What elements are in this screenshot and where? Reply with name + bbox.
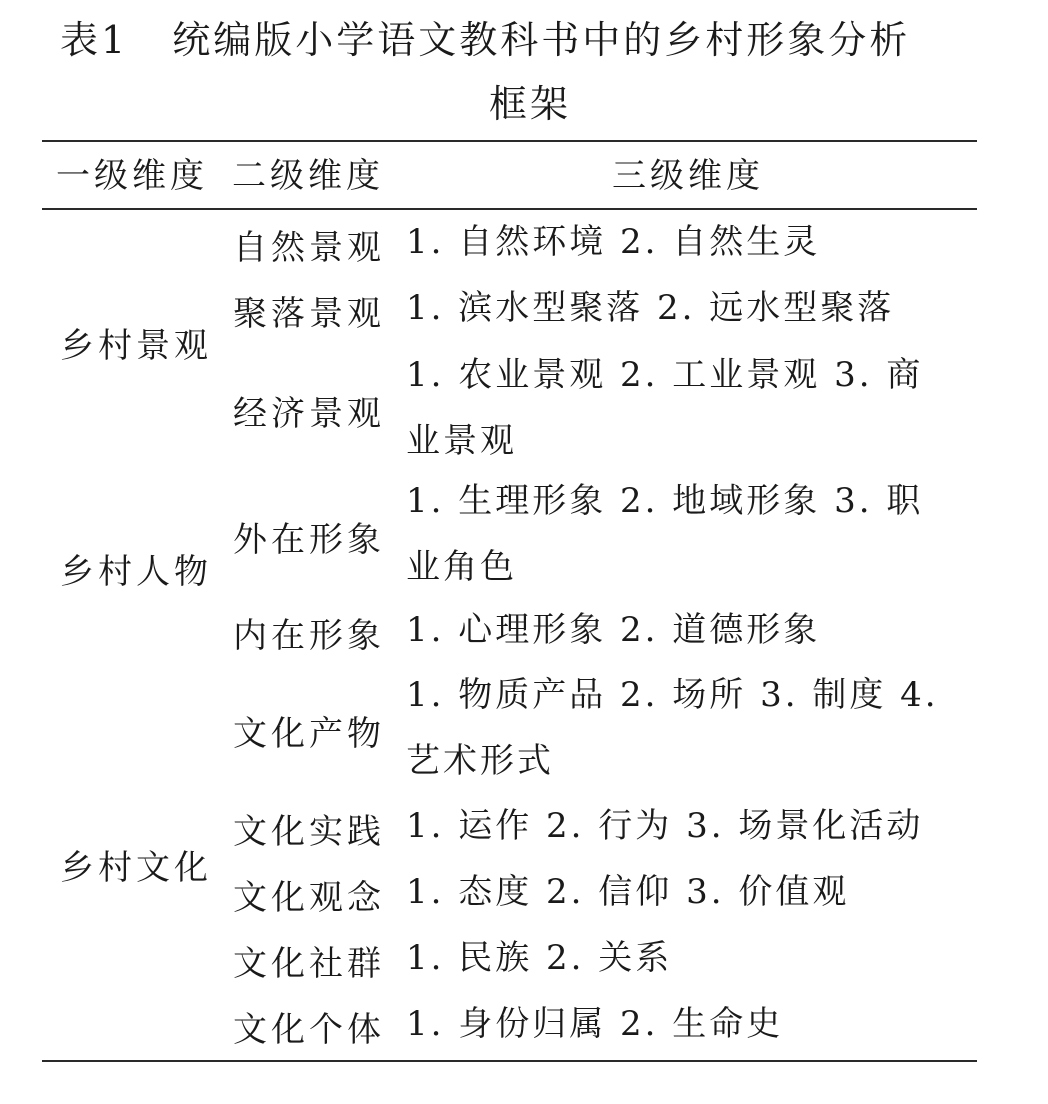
level3-cell: 1. 滨水型聚落 2. 远水型聚落 (406, 288, 895, 328)
header-level1: 一级维度 (56, 156, 208, 196)
caption-line-1 (60, 8, 970, 72)
level3-cell: 1. 生理形象 2. 地域形象 3. 职业角色 (406, 481, 924, 587)
level1-cell: 乡村文化 (60, 848, 212, 888)
level3-cell: 1. 农业景观 2. 工业景观 3. 商业景观 (406, 355, 924, 461)
table-top-rule (42, 140, 977, 142)
level3-cell: 1. 自然环境 2. 自然生灵 (406, 222, 821, 262)
level2-cell: 聚落景观 (233, 294, 385, 334)
table-title-continued: 框架 (488, 82, 571, 126)
level2-cell: 经济景观 (233, 394, 385, 434)
level2-cell: 自然景观 (233, 228, 385, 268)
level2-cell: 文化观念 (233, 878, 385, 918)
table-title: 统编版小学语文教科书中的乡村形象分析 (172, 18, 911, 62)
level2-cell: 文化产物 (233, 714, 385, 754)
level2-cell: 文化个体 (233, 1010, 385, 1050)
level3-cell: 1. 身份归属 2. 生命史 (406, 1004, 784, 1044)
level3-cell: 1. 物质产品 2. 场所 3. 制度 4. 艺术形式 (406, 675, 939, 781)
level2-cell: 文化实践 (233, 812, 385, 852)
table-caption (60, 8, 970, 136)
table-bottom-rule (42, 1060, 977, 1062)
header-level2: 二级维度 (232, 156, 384, 196)
level2-cell: 文化社群 (233, 944, 385, 984)
header-level3: 三级维度 (612, 156, 764, 196)
level1-cell: 乡村景观 (60, 326, 212, 366)
table-number: 表1 (60, 18, 129, 62)
level3-cell: 1. 运作 2. 行为 3. 场景化活动 (406, 806, 924, 846)
level2-cell: 内在形象 (233, 616, 385, 656)
level3-cell: 1. 民族 2. 关系 (406, 938, 673, 978)
level3-cell: 1. 态度 2. 信仰 3. 价值观 (406, 872, 850, 912)
level3-cell: 1. 心理形象 2. 道德形象 (406, 610, 821, 650)
level1-cell: 乡村人物 (60, 552, 212, 592)
level2-cell: 外在形象 (233, 520, 385, 560)
